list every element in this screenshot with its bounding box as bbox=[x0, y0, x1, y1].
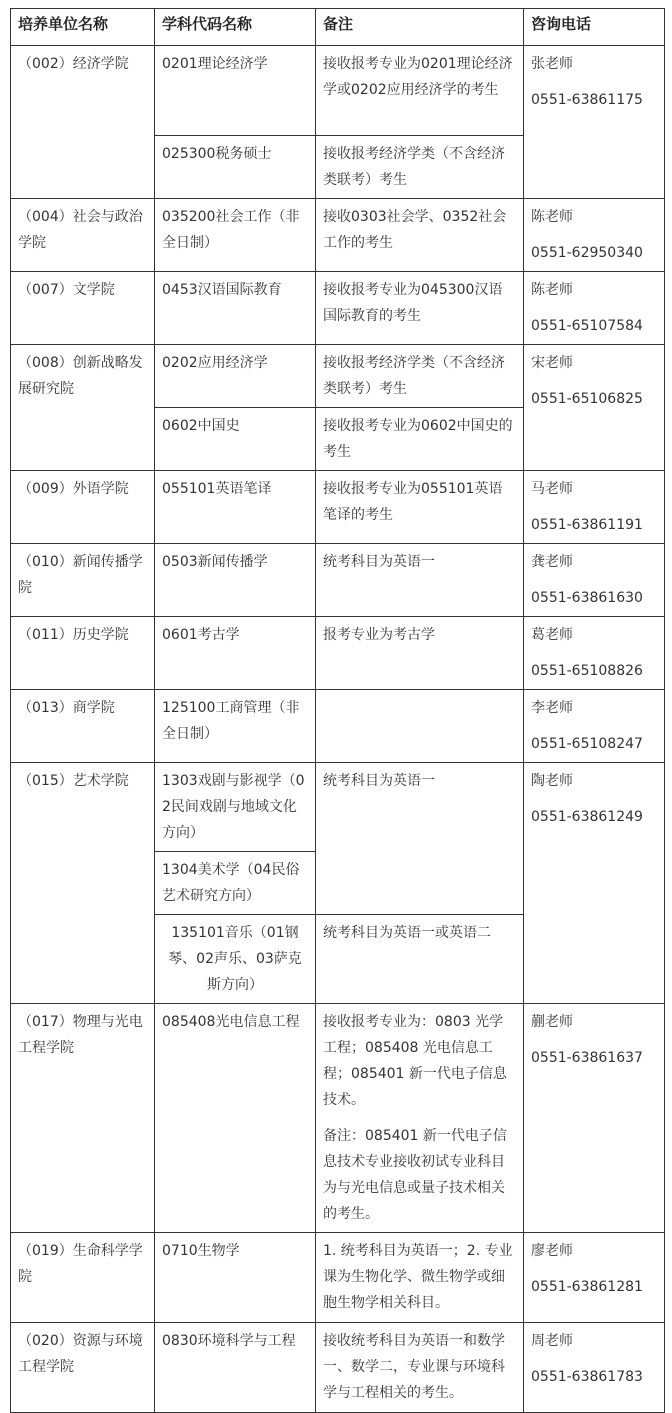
note-cell: 接收报考专业为045300汉语国际教育的考生 bbox=[316, 272, 524, 345]
subject-cell: 135101音乐（01钢琴、02声乐、03萨克斯方向） bbox=[155, 915, 316, 1004]
table-row bbox=[11, 544, 665, 617]
contact-cell bbox=[524, 1004, 665, 1233]
subject-cell: 025300税务硕士 bbox=[155, 136, 316, 199]
note-cell bbox=[316, 1004, 524, 1233]
contact-phone: 0551-65108826 bbox=[531, 663, 643, 679]
subject-cell: 0503新闻传播学 bbox=[155, 544, 316, 617]
contact-phone: 0551-62950340 bbox=[531, 245, 643, 261]
contact-cell bbox=[524, 544, 665, 617]
subject-cell: 0202应用经济学 bbox=[155, 345, 316, 408]
contact-cell bbox=[524, 1233, 665, 1323]
contact-name: 龚老师 bbox=[531, 554, 573, 570]
table-row bbox=[11, 1004, 665, 1233]
note-text: 接收报考专业为：0803 光学工程；085408 光电信息工程；085401 新一代电子信息技术。 bbox=[323, 1014, 507, 1108]
subject-cell: 055101英语笔译 bbox=[155, 471, 316, 544]
note-spacer bbox=[323, 1113, 516, 1123]
note-cell: 接收报考专业为0602中国史的考生 bbox=[316, 408, 524, 471]
unit-cell: （013）商学院 bbox=[11, 690, 155, 763]
subject-cell: 0201理论经济学 bbox=[155, 46, 316, 136]
note-cell: 接收报考专业为0201理论经济学或0202应用经济学的考生 bbox=[316, 46, 524, 136]
contact-phone: 0551-63861281 bbox=[531, 1279, 643, 1295]
subject-cell: 0453汉语国际教育 bbox=[155, 272, 316, 345]
note-cell: 接收报考经济学类（不含经济类联考）考生 bbox=[316, 345, 524, 408]
note-cell: 统考科目为英语一 bbox=[316, 544, 524, 617]
contact-phone: 0551-63861191 bbox=[531, 517, 643, 533]
unit-cell: （015）艺术学院 bbox=[11, 763, 155, 1004]
table-row bbox=[11, 690, 665, 763]
contact-phone: 0551-63861630 bbox=[531, 590, 643, 606]
subject-cell: 035200社会工作（非全日制） bbox=[155, 199, 316, 272]
contact-name: 周老师 bbox=[531, 1333, 573, 1349]
note-cell: 接收统考科目为英语一和数学一、数学二，专业课与环境科学与工程相关的考生。 bbox=[316, 1323, 524, 1413]
table-row bbox=[11, 1233, 665, 1323]
table-row bbox=[11, 763, 665, 852]
unit-cell: （002）经济学院 bbox=[11, 46, 155, 199]
note-cell: 统考科目为英语一或英语二 bbox=[316, 915, 524, 1004]
note-cell bbox=[316, 690, 524, 763]
header-note: 备注 bbox=[316, 9, 524, 46]
unit-cell: （004）社会与政治学院 bbox=[11, 199, 155, 272]
table-row bbox=[11, 617, 665, 690]
contact-cell bbox=[524, 690, 665, 763]
note-cell: 接收0303社会学、0352社会工作的考生 bbox=[316, 199, 524, 272]
header-unit: 培养单位名称 bbox=[11, 9, 155, 46]
contact-name: 蒯老师 bbox=[531, 1014, 573, 1030]
contact-cell bbox=[524, 272, 665, 345]
note-cell: 1. 统考科目为英语一；2. 专业课为生物化学、微生物学或细胞生物学相关科目。 bbox=[316, 1233, 524, 1323]
admission-table bbox=[10, 8, 665, 1413]
note-cell: 接收报考经济学类（不含经济类联考）考生 bbox=[316, 136, 524, 199]
table-row bbox=[11, 272, 665, 345]
note-remark: 备注：085401 新一代电子信息技术专业接收初试专业科目为与光电信息或量子技术相关的考生。 bbox=[323, 1128, 507, 1222]
subject-cell: 085408光电信息工程 bbox=[155, 1004, 316, 1233]
contact-cell bbox=[524, 763, 665, 1004]
contact-phone: 0551-63861249 bbox=[531, 809, 643, 825]
table-header-row bbox=[11, 9, 665, 46]
unit-cell: （008）创新战略发展研究院 bbox=[11, 345, 155, 471]
contact-name: 李老师 bbox=[531, 700, 573, 716]
unit-cell: （017）物理与光电工程学院 bbox=[11, 1004, 155, 1233]
contact-phone: 0551-63861175 bbox=[531, 92, 643, 108]
contact-name: 陶老师 bbox=[531, 773, 573, 789]
unit-cell: （009）外语学院 bbox=[11, 471, 155, 544]
contact-name: 葛老师 bbox=[531, 627, 573, 643]
unit-cell: （011）历史学院 bbox=[11, 617, 155, 690]
subject-cell: 1304美术学（04民俗艺术研究方向） bbox=[155, 852, 316, 915]
header-subject: 学科代码名称 bbox=[155, 9, 316, 46]
contact-phone: 0551-65106825 bbox=[531, 391, 643, 407]
unit-cell: （007）文学院 bbox=[11, 272, 155, 345]
table-row bbox=[11, 1323, 665, 1413]
unit-cell: （020）资源与环境工程学院 bbox=[11, 1323, 155, 1413]
note-cell: 接收报考专业为055101英语笔译的考生 bbox=[316, 471, 524, 544]
subject-cell: 0602中国史 bbox=[155, 408, 316, 471]
table-row bbox=[11, 199, 665, 272]
subject-cell: 0830环境科学与工程 bbox=[155, 1323, 316, 1413]
contact-cell bbox=[524, 199, 665, 272]
unit-cell: （010）新闻传播学院 bbox=[11, 544, 155, 617]
contact-name: 陈老师 bbox=[531, 209, 573, 225]
contact-phone: 0551-65108247 bbox=[531, 736, 643, 752]
header-phone: 咨询电话 bbox=[524, 9, 665, 46]
contact-cell bbox=[524, 617, 665, 690]
subject-cell: 1303戏剧与影视学（02民间戏剧与地域文化方向） bbox=[155, 763, 316, 852]
note-cell: 统考科目为英语一 bbox=[316, 763, 524, 915]
contact-name: 张老师 bbox=[531, 56, 573, 72]
note-cell: 报考专业为考古学 bbox=[316, 617, 524, 690]
contact-cell bbox=[524, 1323, 665, 1413]
contact-phone: 0551-63861637 bbox=[531, 1050, 643, 1066]
contact-name: 马老师 bbox=[531, 481, 573, 497]
subject-cell: 125100工商管理（非全日制） bbox=[155, 690, 316, 763]
unit-cell: （019）生命科学学院 bbox=[11, 1233, 155, 1323]
contact-cell bbox=[524, 471, 665, 544]
subject-cell: 0601考古学 bbox=[155, 617, 316, 690]
subject-cell: 0710生物学 bbox=[155, 1233, 316, 1323]
contact-cell bbox=[524, 46, 665, 199]
contact-phone: 0551-63861783 bbox=[531, 1369, 643, 1385]
table-row bbox=[11, 345, 665, 408]
contact-name: 陈老师 bbox=[531, 282, 573, 298]
contact-phone: 0551-65107584 bbox=[531, 318, 643, 334]
table-row bbox=[11, 46, 665, 136]
contact-name: 宋老师 bbox=[531, 355, 573, 371]
contact-cell bbox=[524, 345, 665, 471]
table-row bbox=[11, 471, 665, 544]
contact-name: 廖老师 bbox=[531, 1243, 573, 1259]
